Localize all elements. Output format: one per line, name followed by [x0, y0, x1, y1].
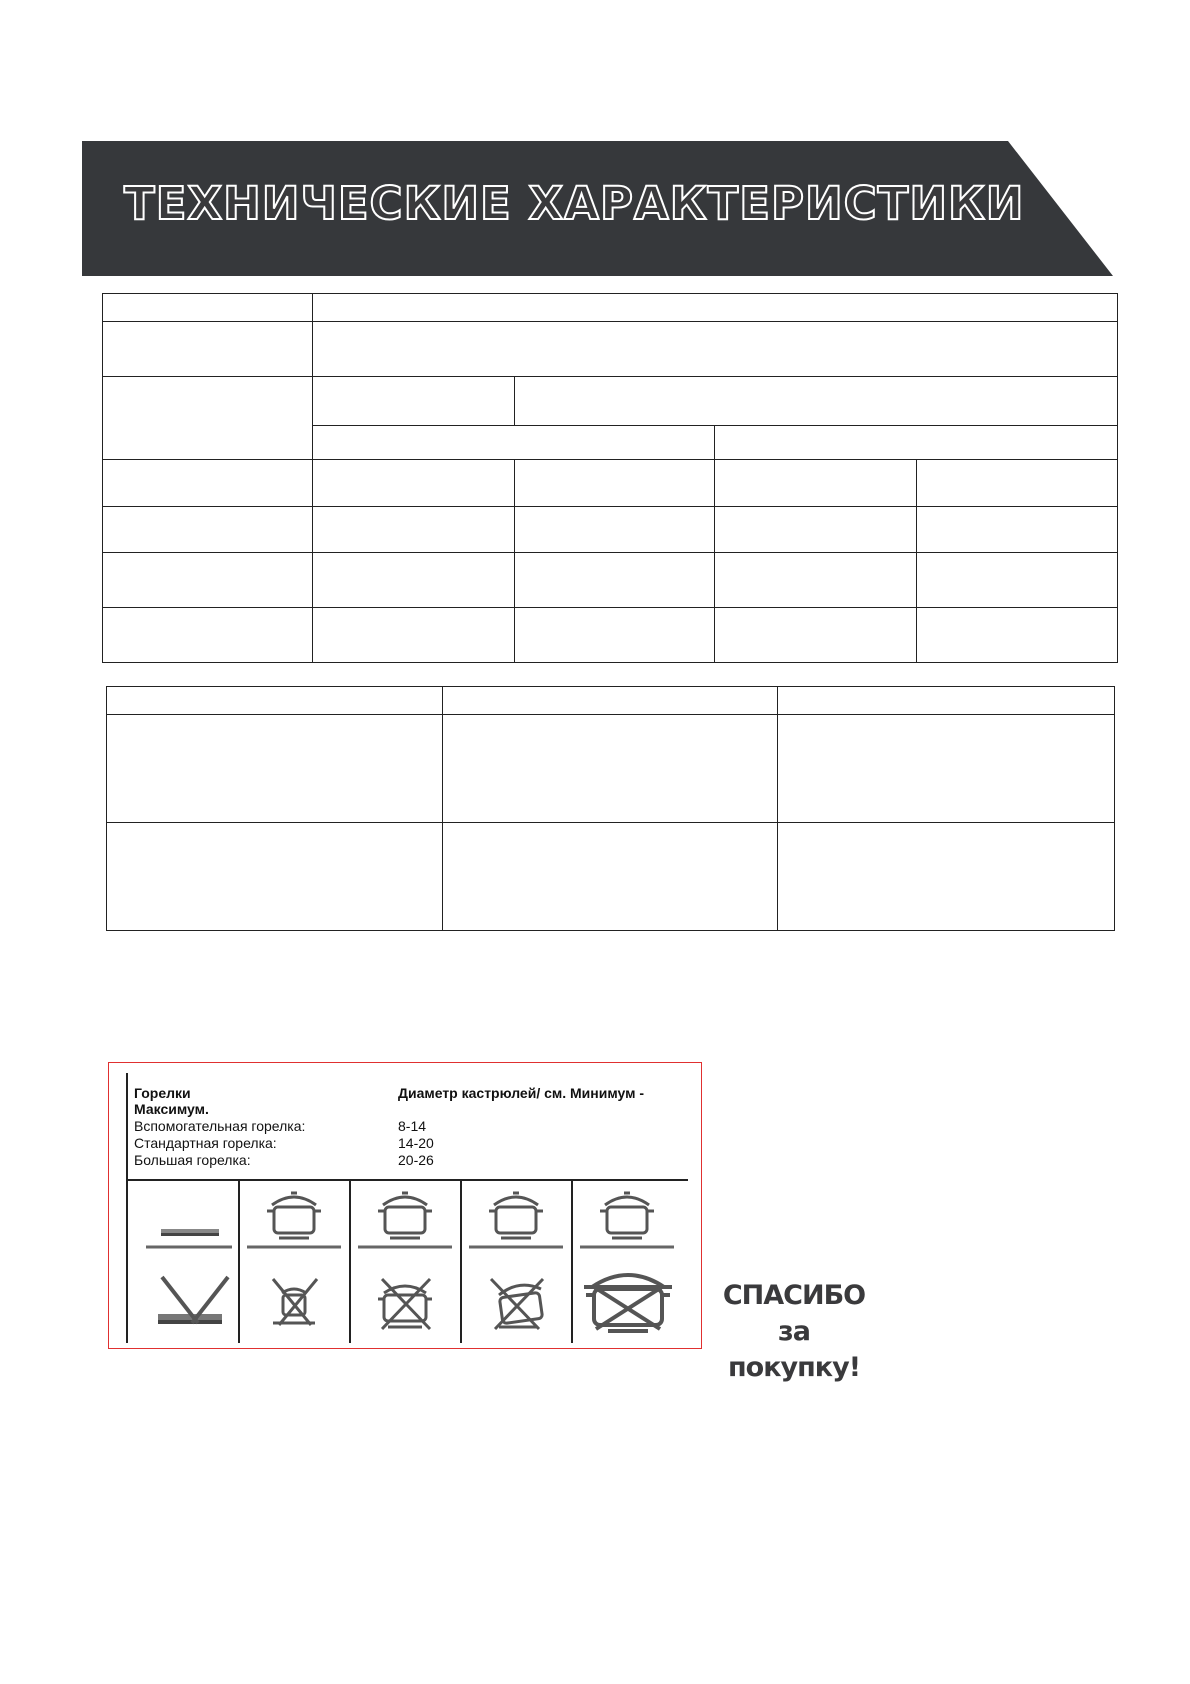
- pot-tilted-crossed-icon: [491, 1279, 543, 1329]
- table-cell: [715, 608, 917, 663]
- table-cell: [103, 460, 313, 507]
- table-cell: [103, 553, 313, 608]
- table-cell: [312, 377, 514, 426]
- table-cell: [778, 823, 1115, 931]
- icon-cell: [239, 1181, 349, 1343]
- burner-name: Вспомогательная горелка:: [134, 1118, 306, 1134]
- pot-large-crossed-icon: [584, 1275, 672, 1331]
- thank-you-line-2: за покупку!: [727, 1316, 861, 1383]
- burner-range: 20-26: [398, 1152, 434, 1168]
- thank-you-line-1: СПАСИБО: [722, 1280, 866, 1311]
- table-cell: [103, 377, 313, 460]
- table-cell: [715, 426, 1118, 460]
- pot-icon: [378, 1193, 432, 1238]
- table-row: [103, 507, 1118, 553]
- table-cell: [917, 460, 1118, 507]
- icon-cell: [572, 1181, 682, 1343]
- pan-flat-icon: [161, 1229, 219, 1236]
- pan-size-figure: [126, 1073, 688, 1343]
- table-cell: [442, 715, 778, 823]
- table-cell: [442, 823, 778, 931]
- table-cell: [107, 823, 443, 931]
- table-cell: [103, 322, 313, 377]
- pot-icon: [600, 1193, 654, 1238]
- table-row: [103, 294, 1118, 322]
- table-cell: [107, 687, 443, 715]
- table-cell: [778, 687, 1115, 715]
- table-cell: [715, 460, 917, 507]
- table-cell: [514, 377, 1117, 426]
- pot-icon: [489, 1193, 543, 1238]
- pot-icon: [267, 1193, 321, 1238]
- table-cell: [312, 426, 715, 460]
- table-cell: [312, 322, 1117, 377]
- table-row: [103, 377, 1118, 426]
- table-cell: [312, 460, 514, 507]
- thank-you-note: [714, 1278, 874, 1386]
- spec-table: [102, 293, 1118, 663]
- table-cell: [312, 294, 1117, 322]
- table-cell: [514, 460, 715, 507]
- pan-flat-crossed-icon: [158, 1277, 228, 1324]
- burner-name: Большая горелка:: [134, 1152, 251, 1168]
- burner-range: 8-14: [398, 1118, 427, 1134]
- burners-header: Горелки: [134, 1085, 191, 1101]
- pot-small-crossed-icon: [273, 1279, 317, 1325]
- table-cell: [442, 687, 778, 715]
- icon-cell: [128, 1181, 238, 1343]
- table-cell: [715, 553, 917, 608]
- table-row: [103, 608, 1118, 663]
- pot-crossed-icon: [378, 1279, 432, 1329]
- pan-icons-strip: [128, 1181, 688, 1343]
- diameter-header: Диаметр кастрюлей/ см. Минимум -: [398, 1085, 645, 1101]
- table-cell: [312, 553, 514, 608]
- icon-cell: [461, 1181, 571, 1343]
- diameter-header-cont: Максимум.: [134, 1101, 209, 1117]
- table-cell: [917, 608, 1118, 663]
- table-row: [107, 687, 1115, 715]
- pan-size-panel: [108, 1062, 702, 1349]
- header-banner: [82, 141, 1113, 276]
- table-row: [103, 460, 1118, 507]
- table-cell: [514, 507, 715, 553]
- table-cell: [103, 507, 313, 553]
- table-cell: [917, 507, 1118, 553]
- page-title: ТЕХНИЧЕСКИЕ ХАРАКТЕРИСТИКИ: [124, 177, 1025, 230]
- table-cell: [715, 507, 917, 553]
- table-row: [103, 553, 1118, 608]
- burner-table: [106, 686, 1115, 931]
- table-cell: [107, 715, 443, 823]
- icon-cell: [350, 1181, 460, 1343]
- table-cell: [312, 507, 514, 553]
- table-cell: [778, 715, 1115, 823]
- table-cell: [103, 294, 313, 322]
- burner-name: Стандартная горелка:: [134, 1135, 277, 1151]
- table-row: [107, 823, 1115, 931]
- table-row: [103, 322, 1118, 377]
- table-cell: [103, 608, 313, 663]
- table-cell: [514, 608, 715, 663]
- burner-range: 14-20: [398, 1135, 434, 1151]
- table-row: [107, 715, 1115, 823]
- table-cell: [917, 553, 1118, 608]
- table-cell: [312, 608, 514, 663]
- table-cell: [514, 553, 715, 608]
